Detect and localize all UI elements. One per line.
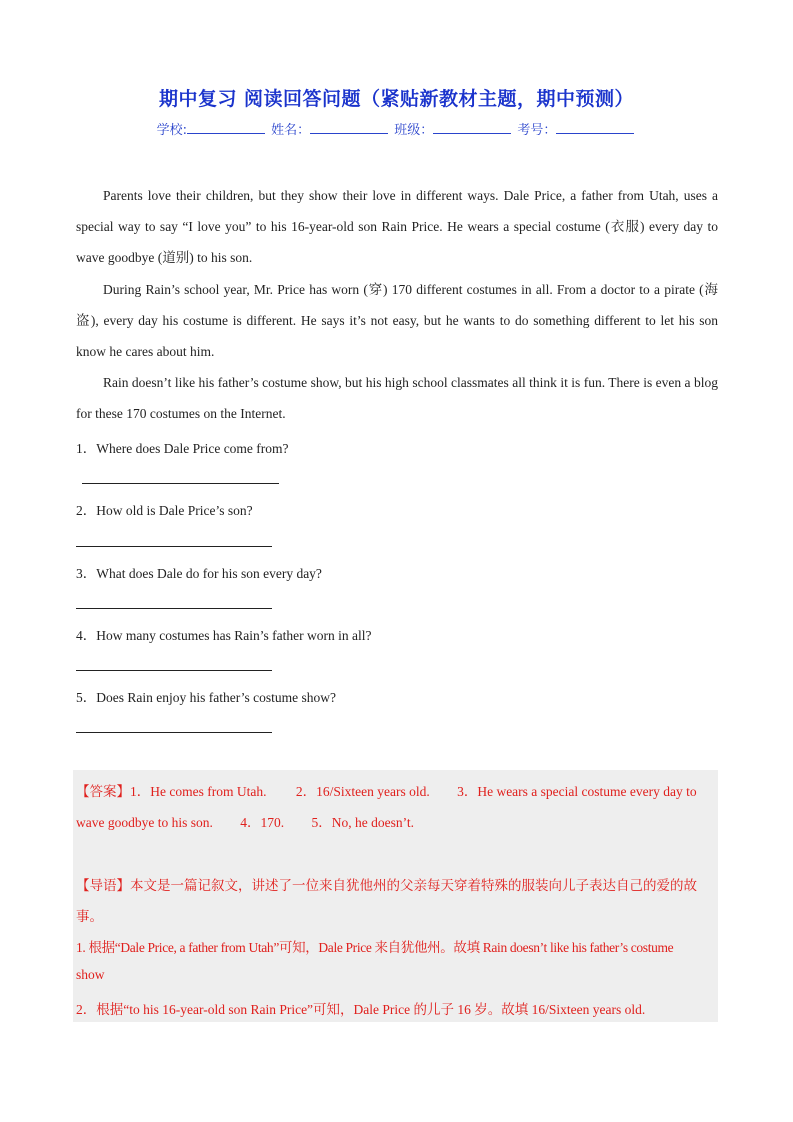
answer-4: 4．170. <box>240 815 285 830</box>
answer-line-3[interactable] <box>76 608 272 609</box>
answer-line-2[interactable] <box>76 546 272 547</box>
class-label: 班级： <box>394 123 434 138</box>
guide-text-1: 本文是一篇记叙文，讲述了一位来自犹他州的父亲每天穿着特殊的服装向儿子表达自己的爱的故 <box>130 878 697 893</box>
passage-paragraph-3: Rain doesn’t like his father’s costume show, but his high school classmates all think it is fun. There is even a blog for these 170 costumes on the Internet. <box>76 375 718 421</box>
name-blank[interactable] <box>310 121 388 134</box>
student-info-row <box>0 119 793 138</box>
explanation-1-line-2: show <box>76 967 105 982</box>
answer-line-4[interactable] <box>76 670 272 671</box>
guide-text-2: 事。 <box>76 909 103 924</box>
guide-line-1 <box>76 874 718 894</box>
school-blank[interactable] <box>187 121 265 134</box>
school-label: 学校: <box>156 123 187 138</box>
answer-line-5[interactable] <box>76 732 272 733</box>
exam-no-blank[interactable] <box>556 121 634 134</box>
answer-line-b <box>76 811 718 831</box>
answer-3-start: 3．He wears a special costume every day to <box>457 784 697 799</box>
explanation-2: 2．根据“to his 16-year-old son Rain Price”可知，Dale Price 的儿子 16 岁。故填 16/Sixteen years old. <box>76 1002 646 1017</box>
explanation-1-line-1: 1. 根据“Dale Price, a father from Utah”可知，Dale Price 来自犹他州。故填 Rain doesn’t like his father’s costume <box>76 940 674 955</box>
answer-3-end: wave goodbye to his son. <box>76 815 213 830</box>
question-4: 4．How many costumes has Rain’s father worn in all? <box>76 628 372 643</box>
passage-paragraph-2: During Rain’s school year, Mr. Price has worn (穿) 170 different costumes in all. From a doctor to a pirate (海盗), every day his costume is different. He says it’s not easy, but he wants to do something different to let his son know he cares about him. <box>76 282 718 359</box>
question-3: 3．What does Dale do for his son every day? <box>76 566 322 581</box>
question-1: 1．Where does Dale Price come from? <box>76 441 289 456</box>
answer-tag: 【答案】 <box>76 784 130 799</box>
page-title: 期中复习 阅读回答问题（紧贴新教材主题，期中预测） <box>158 88 635 110</box>
answer-5: 5．No, he doesn’t. <box>311 815 414 830</box>
answer-2: 2．16/Sixteen years old. <box>295 784 430 799</box>
passage-paragraph-1: Parents love their children, but they show their love in different ways. Dale Price, a father from Utah, uses a special way to say “I love you” to his 16-year-old son Rain Price. He wears a special costume (衣服) every day to wave goodbye (道别) to his son. <box>76 188 718 265</box>
answer-line-a <box>76 780 718 800</box>
guide-tag: 【导语】 <box>76 878 130 893</box>
answer-section <box>73 770 718 1022</box>
answer-line-1[interactable] <box>82 483 279 484</box>
question-2: 2．How old is Dale Price’s son? <box>76 503 253 518</box>
question-5: 5．Does Rain enjoy his father’s costume show? <box>76 690 336 705</box>
name-label: 姓名： <box>271 123 311 138</box>
exam-no-label: 考号： <box>517 123 557 138</box>
class-blank[interactable] <box>433 121 511 134</box>
answer-1: 1．He comes from Utah. <box>130 784 267 799</box>
